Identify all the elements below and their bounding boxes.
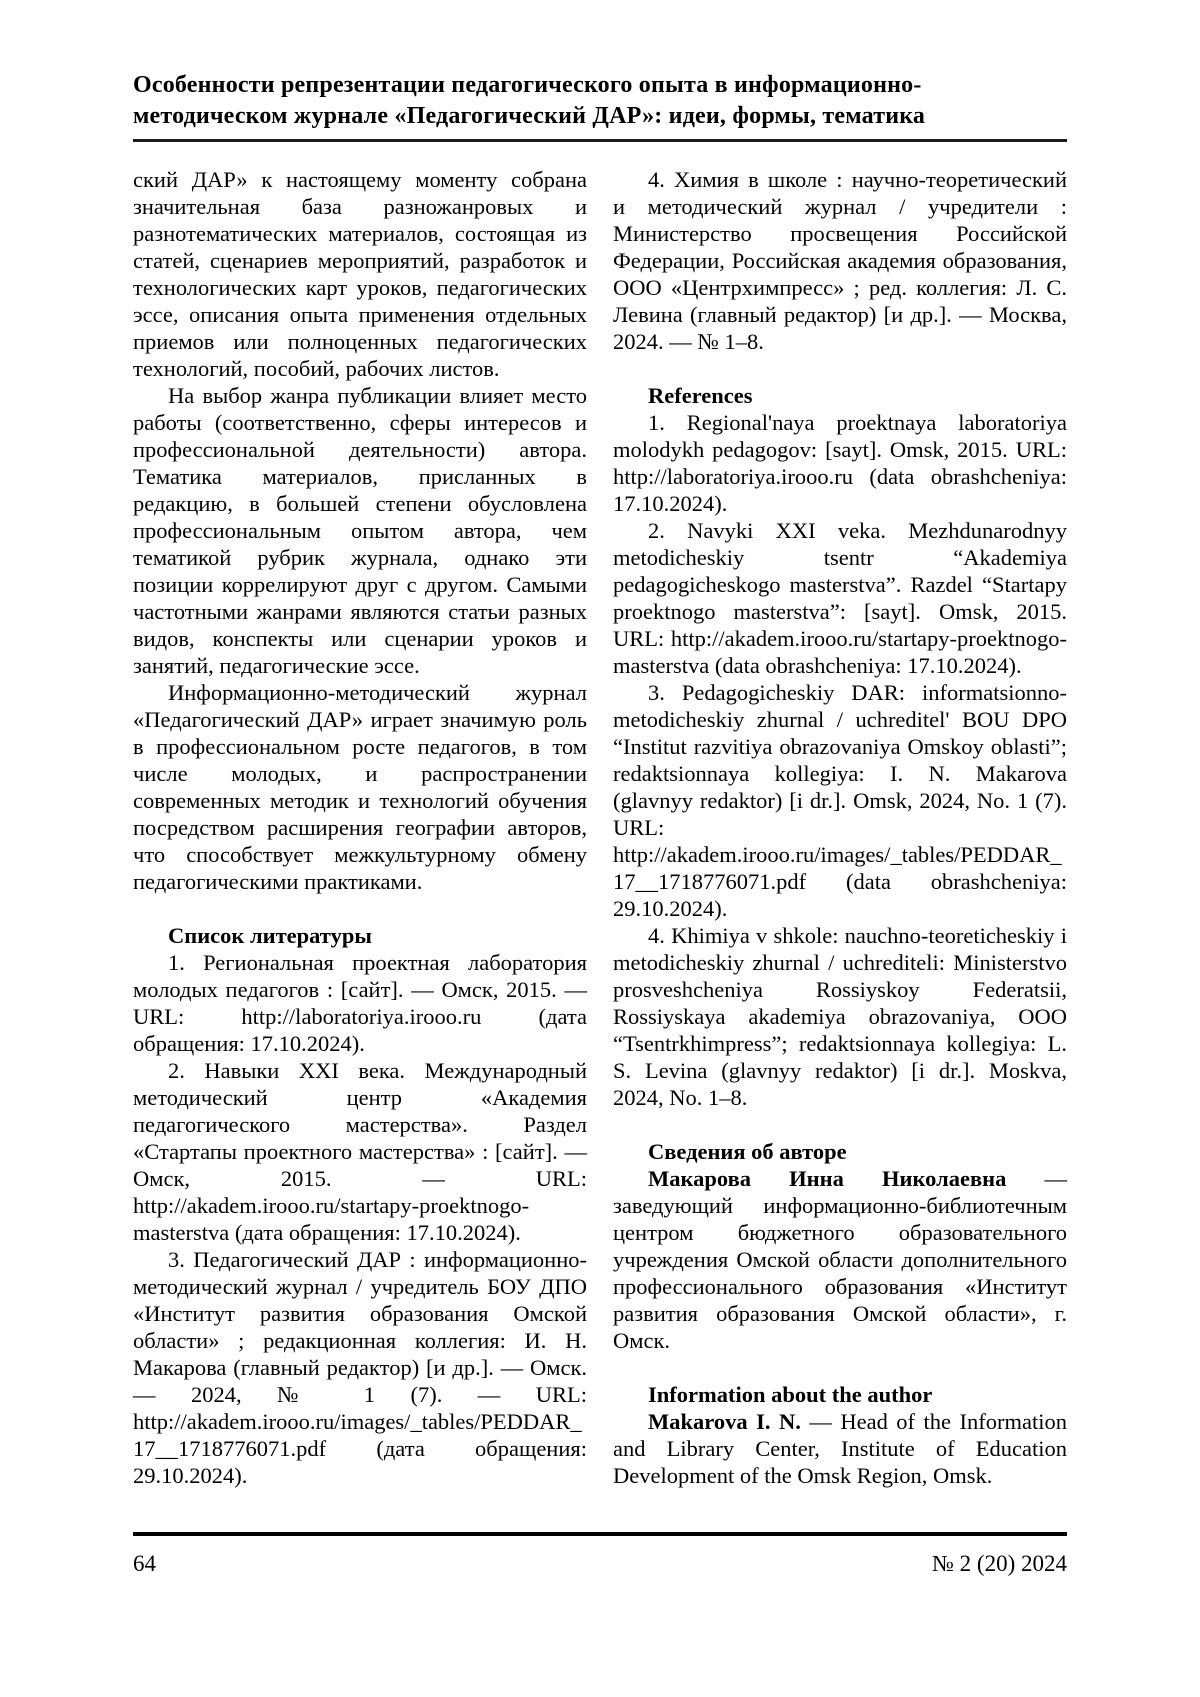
page-content <box>133 70 1067 1489</box>
header-divider <box>133 139 1067 142</box>
reference-item-en-3: 3. Pedagogicheskiy DAR: informatsionno-metodicheskiy zhurnal / uchreditel' BOU DPO “Institut razvitiya obrazovaniya Omskoy oblasti”; redaktsionnaya kollegiya: I. N. Makarova (glavnyy redaktor) [i dr.]. Omsk, 2024, No. 1 (7). URL: http://akadem.irooo.ru/images/_tables/PEDDAR_17__1718776071.pdf (data obrashcheniya: 29.10.2024). <box>613 680 1067 921</box>
two-column-layout <box>133 166 1067 1489</box>
author-info-ru <box>613 1165 1067 1354</box>
reference-item-ru-1: 1. Региональная проектная лаборатория молодых педагогов : [сайт]. — Омск, 2015. — URL: http://laboratoriya.irooo.ru (дата обращения: 17.10.2024). <box>133 950 587 1056</box>
reference-item-ru-3: 3. Педагогический ДАР : информационно-методический журнал / учредитель БОУ ДПО «Институт развития образования Омской области» ; редакционная коллегия: И. Н. Макарова (главный редактор) [и др.]. — Омск. — 2024, № 1 (7). — URL: http://akadem.irooo.ru/images/_tables/PEDDAR_17__1718776071.pdf (дата обращения: 29.10.2024). <box>133 1247 587 1488</box>
author-description-ru: — заведующий информационно-библиотечным центром бюджетного образовательного учреждения Омской области дополнительного профессионального образования «Институт развития образования Омской области», г. Омск. <box>613 1166 1068 1353</box>
reference-item-ru-2: 2. Навыки XXI века. Международный методический центр «Академия педагогического мастерства». Раздел «Стартапы проектного мастерства» : [сайт]. — Омск, 2015. — URL: http://akadem.irooo.ru/startapy-proektnogo-masterstva (дата обращения: 17.10.2024). <box>133 1058 587 1245</box>
footer-divider <box>133 1532 1067 1536</box>
right-column <box>613 166 1067 1489</box>
footer-row <box>133 1550 1067 1577</box>
reference-item-en-1: 1. Regional'naya proektnaya laboratoriya molodykh pedagogov: [sayt]. Omsk, 2015. URL: http://laboratoriya.irooo.ru (data obrashcheniya: 17.10.2024). <box>613 410 1067 516</box>
references-en-heading: References <box>648 383 753 408</box>
reference-item-en-4: 4. Khimiya v shkole: nauchno-teoreticheskiy i metodicheskiy zhurnal / uchrediteli: Ministerstvo prosveshcheniya Rossiyskoy Federatsii, Rossiyskaya akademiya obrazovaniya, OOO “Tsentrkhimpress”; redaktsionnaya kollegiya: L. S. Levina (glavnyy redaktor) [i dr.]. Moskva, 2024, No. 1–8. <box>613 923 1067 1110</box>
author-info-en-heading: Information about the author <box>648 1382 933 1407</box>
body-paragraph: На выбор жанра публикации влияет место работы (соответственно, сферы интересов и профессиональной деятельности) автора. Тематика материалов, присланных в редакцию, в большей степени обусловлена профессиональным опытом автора, чем тематикой рубрик журнала, однако эти позиции коррелируют друг с другом. Самыми частотными жанрами являются статьи разных видов, конспекты или сценарии уроков и занятий, педагогические эссе. <box>133 383 587 678</box>
running-title: Особенности репрезентации педагогического опыта в информационно-методическом журнале «Педагогический ДАР»: идеи, формы, тематика <box>133 72 926 129</box>
author-name-ru: Макарова Инна Николаевна <box>648 1166 1007 1191</box>
issue-label: № 2 (20) 2024 <box>931 1551 1067 1576</box>
page-number: 64 <box>133 1551 156 1576</box>
author-info-en <box>613 1408 1067 1489</box>
page-footer <box>133 1532 1067 1577</box>
author-description-en: — Head of the Information and Library Center, Institute of Education Development of the Omsk Region, Omsk. <box>613 1409 1068 1488</box>
bibliography-ru-heading: Список литературы <box>168 923 372 948</box>
body-paragraph: Информационно-методический журнал «Педагогический ДАР» играет значимую роль в профессиональном росте педагогов, в том числе молодых, и распространении современных методик и технологий обучения посредством расширения географии авторов, что способствует межкультурному обмену педагогическими практиками. <box>133 680 587 894</box>
reference-item-ru-4: 4. Химия в школе : научно-теоретический и методический журнал / учредители : Министерство просвещения Российской Федерации, Российская академия образования, ООО «Центрхимпресс» ; ред. коллегия: Л. С. Левина (главный редактор) [и др.]. — Москва, 2024. — № 1–8. <box>613 167 1067 354</box>
left-column <box>133 166 587 1489</box>
author-name-en: Makarova I. N. <box>648 1409 801 1434</box>
author-info-ru-heading: Сведения об авторе <box>648 1139 847 1164</box>
body-paragraph: ский ДАР» к настоящему моменту собрана значительная база разножанровых и разнотематических материалов, состоящая из статей, сценариев мероприятий, разработок и технологических карт уроков, педагогических эссе, описания опыта применения отдельных приемов или полноценных педагогических технологий, пособий, рабочих листов. <box>133 167 587 381</box>
reference-item-en-2: 2. Navyki XXI veka. Mezhdunarodnyy metodicheskiy tsentr “Akademiya pedagogicheskogo masterstva”. Razdel “Startapy proektnogo masterstva”: [sayt]. Omsk, 2015. URL: http://akadem.irooo.ru/startapy-proektnogo-masterstva (data obrashcheniya: 17.10.2024). <box>613 518 1067 678</box>
